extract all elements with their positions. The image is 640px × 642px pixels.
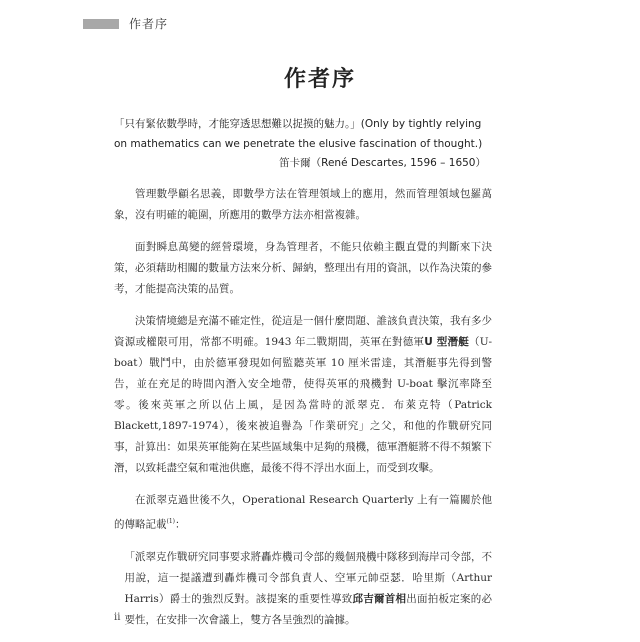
- paragraph-3-bold: U 型潛艇: [424, 336, 470, 348]
- page-title: 作者序: [283, 67, 356, 92]
- body-text: [114, 184, 492, 642]
- page-number: ii: [114, 612, 121, 623]
- running-header: [83, 15, 168, 32]
- paragraph-1: 管理數學顧名思義，即數學方法在管理領域上的應用，然而管理領域包羅萬象，沒有明確的範圍，所應用的數學方法亦相當複雜。: [114, 188, 492, 221]
- epigraph-quote: [114, 114, 492, 154]
- paragraph-2: 面對瞬息萬變的經營環境，身為管理者，不能只依賴主觀直覺的判斷來下決策，必須藉助相關的數量方法來分析、歸納，整理出有用的資訊，以作為決策的參考，才能提高決策的品質。: [114, 241, 492, 295]
- footnote-marker: (1): [166, 518, 175, 525]
- paragraph-5-part-a: 「派翠克作戰研究同事要求將轟炸機司令部的幾個飛機中隊移到海岸司令部，不用說，這一提議遭到轟炸機司令部負責人、空軍元帥亞瑟．哈里斯（Arthur Harris）爵士的強烈反對。該提案的重要性導致: [124, 550, 492, 605]
- quote-zh: 「只有緊依數學時，才能穿透思想難以捉摸的魅力。」: [114, 118, 361, 130]
- paragraph-4-text: 在派翠克過世後不久，Operational Research Quarterly 上有一篇關於他的傳略記載: [114, 494, 492, 531]
- paragraph-5-part-b: 出面拍板定案的必要性，在安排一次會議上，雙方各呈強烈的論據。: [124, 592, 493, 626]
- paragraph-5-blockquote: [114, 547, 492, 631]
- paragraph-4: [114, 490, 492, 536]
- paragraph-4-end: ：: [175, 518, 186, 531]
- header-title: 作者序: [129, 17, 169, 31]
- paragraph-5-bold: 邱吉爾首相: [352, 592, 407, 605]
- quote-author: 笛卡爾（René Descartes, 1596 – 1650）: [279, 157, 486, 169]
- paragraph-3-part-a: 決策情境總是充滿不確定性，從這是一個什麼問題、誰該負責決策，我有多少資源或權限可用，常都不明確。1943 年二戰期間，英軍在對德軍: [114, 315, 492, 348]
- quote-en: (Only by tightly relying on mathematics can we penetrate the elusive fascination of thought.): [114, 118, 483, 150]
- paragraph-3-part-b: （U-boat）戰鬥中，由於德軍發現如何監聽英軍 10 厘米雷達，其潛艇事先得到警告，並在充足的時間內潛入安全地帶，使得英軍的飛機對 U-boat 擊沉率降至零。後來英軍之所以佔上風，是因為當時的派翠克．布萊克特（Patrick Blackett,1897-1974），後來被追譽為「作業研究」之父，和他的作戰研究同事，計算出：如果英軍能夠在某些區域集中足夠的飛機，德軍潛艇將不得不頻繁下潛，以致耗盡空氣和電池供應，最後不得不浮出水面上，而受到攻擊。: [114, 336, 492, 474]
- paragraph-3: [114, 311, 492, 479]
- header-bar: [83, 19, 119, 29]
